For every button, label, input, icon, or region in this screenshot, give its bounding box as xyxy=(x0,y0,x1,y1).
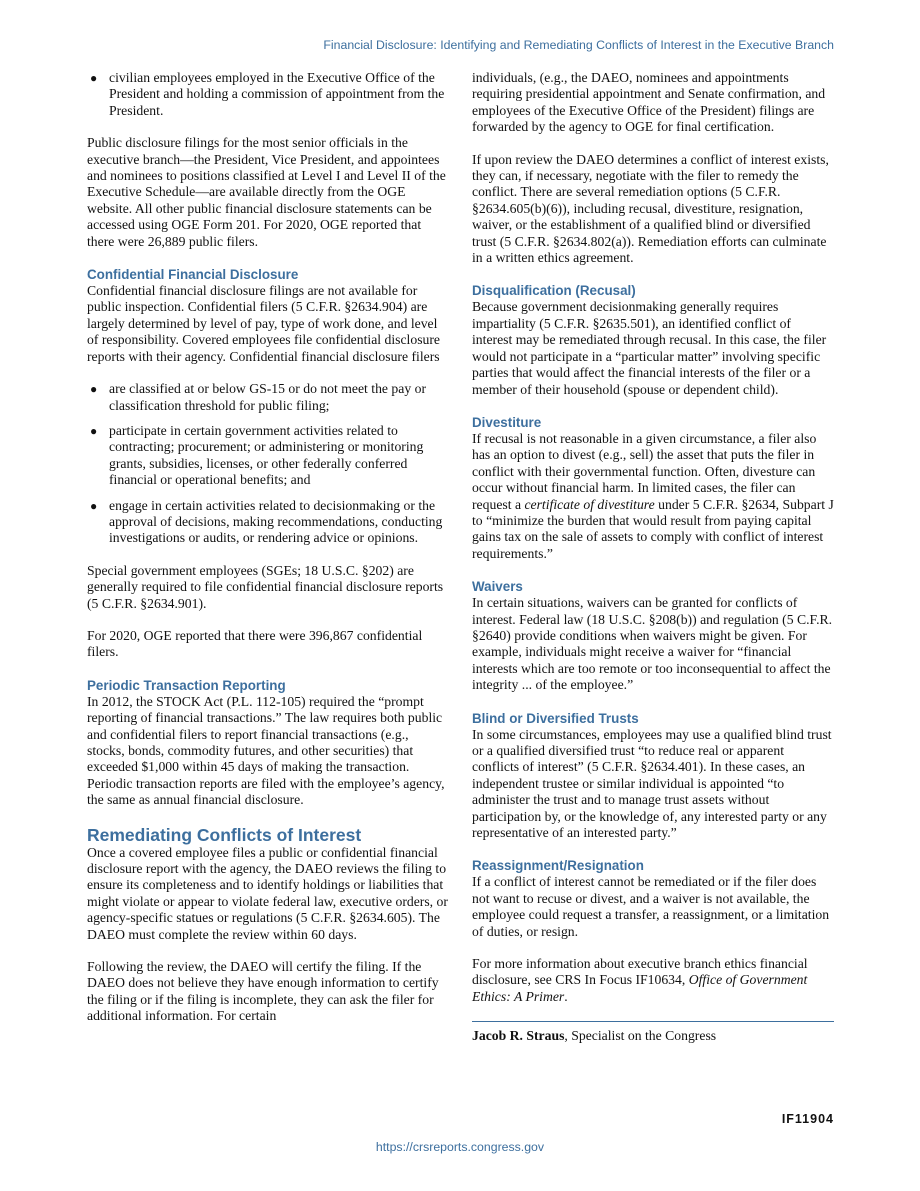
paragraph-public-filings: Public disclosure filings for the most senior officials in the executive branch—the President, Vice President, and appointees and nominees to positions classified at Level I and Level II of the Executive Schedule—are available directly from the OGE website. All other public financial disclosure statements can be accessed using OGE Form 201. For 2020, OGE reported that there were 26,889 public filers. xyxy=(87,135,446,249)
paragraph-upon-review: If upon review the DAEO determines a conflict of interest exists, they can, if necessary, negotiate with the filer to remedy the conflict. There are several remediation options (5 C.F.R. §2634.605(b)(6)), including recusal, divestiture, resignation, waiver, or the establishment of a qualified blind or diversified trust (5 C.F.R. §2634.802(a)). Remediation efforts can culminate in a written ethics agreement. xyxy=(472,151,829,266)
heading-disqualification: Disqualification (Recusal) xyxy=(472,283,636,299)
right-column xyxy=(472,70,834,1044)
paragraph-divestiture: If recusal is not reasonable in a given circumstance, a filer also has an option to divest (e.g., sell) the asset that puts the filer in conflict with their governmental function. Often, divesture can occur without financial harm. In limited cases, the filer can request a certificate of divestiture under 5 C.F.R. §2634, Subpart J to “minimize the burden that would result from paying capital gains tax on the sale of assets to comply with conflict of interest requirements.” xyxy=(472,430,834,561)
heading-blind-trusts: Blind or Diversified Trusts xyxy=(472,710,639,726)
heading-periodic: Periodic Transaction Reporting xyxy=(87,677,286,693)
bullet-list-eop xyxy=(87,70,449,119)
reference-title: Office of Government Ethics: A Primer xyxy=(472,972,808,1004)
bullet-icon: ● xyxy=(90,498,98,513)
author-name: Jacob R. Straus xyxy=(472,1028,565,1044)
bullet-icon: ● xyxy=(90,423,98,438)
bullet-icon: ● xyxy=(90,382,98,397)
author-title: , Specialist on the Congress xyxy=(564,1028,717,1044)
heading-reassignment: Reassignment/Resignation xyxy=(472,858,644,874)
heading-waivers: Waivers xyxy=(472,579,523,595)
heading-remediating: Remediating Conflicts of Interest xyxy=(87,824,362,845)
list-item: ● engage in certain activities related to decisionmaking or the approval of decisions, making recommendations, conducting investigations or audits, or rendering advice or opinions. xyxy=(90,497,443,546)
product-code: IF11904 xyxy=(781,1112,834,1126)
left-column xyxy=(87,70,449,1041)
paragraph-periodic: In 2012, the STOCK Act (P.L. 112-105) required the “prompt reporting of financial transactions.” The law requires both public and confidential filers to report financial transactions (e.g., stocks, bonds, commodity futures, and other securities) that exceeded $1,000 within 45 days of making the transaction. Periodic transaction reports are filed with the employee’s agency, the same as annual financial disclosure. xyxy=(87,693,445,808)
author-line xyxy=(472,1028,834,1044)
term-certificate-of-divestiture: certificate of divestiture xyxy=(524,496,655,512)
bullet-icon: ● xyxy=(90,71,98,85)
list-item: ● civilian employees employed in the Executive Office of the President and holding a commission of appointment from the President. xyxy=(90,70,445,118)
list-item: ● are classified at or below GS-15 or do not meet the pay or classification threshold for public filing; xyxy=(90,381,426,413)
paragraph-continued: individuals, (e.g., the DAEO, nominees and appointments requiring presidential appointment and Senate confirmation, and employees of the Executive Office of the President) filings are forwarded by the agency to OGE for final certification. xyxy=(472,70,826,135)
paragraph-more-info: For more information about executive branch ethics financial disclosure, see CRS In Focus IF10634, Office of Government Ethics: A Primer. xyxy=(472,956,808,1004)
heading-divestiture: Divestiture xyxy=(472,414,542,430)
list-item: ● participate in certain government activities related to contracting; procurement; or administering or monitoring grants, subsidies, licenses, or other federally conferred financial or operational benefits; and xyxy=(90,422,424,488)
paragraph-reassignment: If a conflict of interest cannot be remediated or if the filer does not want to recuse or divest, and a waiver is not available, the employee could request a transfer, a reassignment, or a limitation of duties, or resign. xyxy=(472,874,830,939)
paragraph-blind-trusts: In some circumstances, employees may use a qualified blind trust or a qualified diversified trust “to reduce real or apparent conflicts of interest” (5 C.F.R. §2634.401). In these cases, an independent trustee or similar individual is appointed “to administer the trust and to manage trust assets without participation by, or the knowledge of, any interested party or any representative of an interested party.” xyxy=(472,726,832,841)
paragraph-confidential: Confidential financial disclosure filings are not available for public inspection. Confidential filers (5 C.F.R. §2634.904) are largely determined by level of pay, type of work done, and level of responsibility. Covered employees file confidential disclosure reports with their agency. Confidential financial disclosure filers xyxy=(87,283,440,364)
paragraph-remediating: Once a covered employee files a public or confidential financial disclosure report with the agency, the DAEO reviews the filing to ensure its completeness and to identify holdings or liabilities that might violate or appear to violate federal law, executive orders, or agency-specific statues or regulations (5 C.F.R. §2634.605). The DAEO must complete the review within 60 days. xyxy=(87,844,448,942)
paragraph-following-review: Following the review, the DAEO will certify the filing. If the DAEO does not believe they have enough information to certify the filing or if the filing is incomplete, they can ask the filer for additional information. For certain xyxy=(87,959,439,1024)
bullet-list-confidential xyxy=(87,381,449,547)
paragraph-waivers: In certain situations, waivers can be granted for conflicts of interest. Federal law (18 U.S.C. §208(b)) and regulation (5 C.F.R. §2640) provide conditions when waivers might be given. For example, individuals might receive a waiver for “financial interests which are too remote or too inconsequential to affect the integrity ... of the employee.” xyxy=(472,595,833,693)
paragraph-disqualification: Because government decisionmaking generally requires impartiality (5 C.F.R. §2635.501), an identified conflict of interest may be remediated through recusal. In this case, the filer would not participate in a “particular matter” involving specific parties that would affect the financial interests of the filer or a member of their household (spouse or dependent child). xyxy=(472,299,827,397)
author-divider xyxy=(472,1021,834,1022)
heading-confidential: Confidential Financial Disclosure xyxy=(87,267,299,283)
paragraph-confidential-count: For 2020, OGE reported that there were 396,867 confidential filers. xyxy=(87,627,423,660)
running-header: Financial Disclosure: Identifying and Remediating Conflicts of Interest in the Executive Branch xyxy=(323,38,834,52)
paragraph-sge: Special government employees (SGEs; 18 U.S.C. §202) are generally required to file confidential financial disclosure reports (5 C.F.R. §2634.901). xyxy=(87,562,444,611)
footer-url[interactable]: https://crsreports.congress.gov xyxy=(375,1140,545,1154)
